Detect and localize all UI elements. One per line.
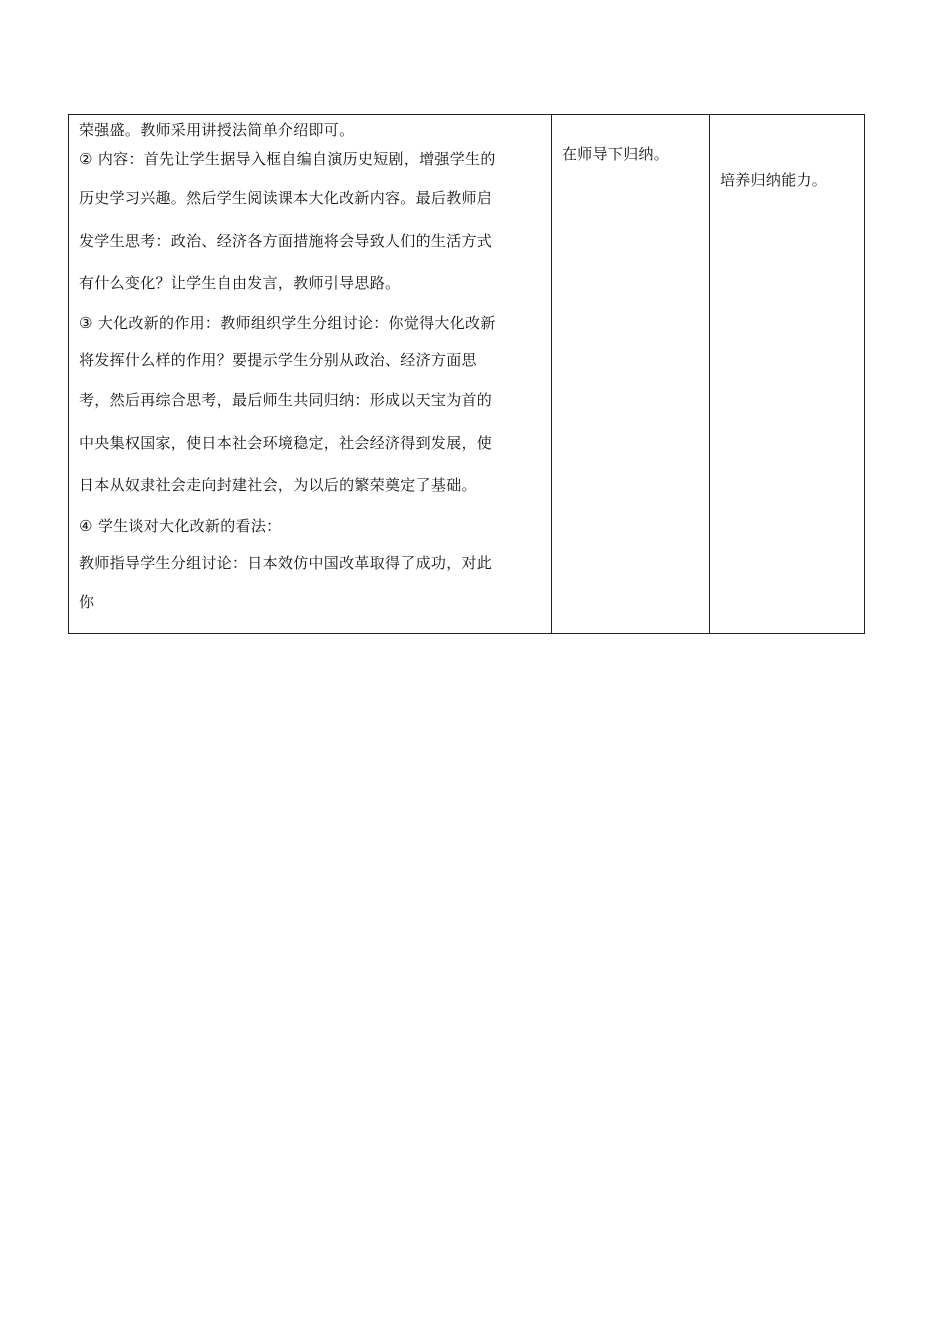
content-line: 将发挥什么样的作用？要提示学生分别从政治、经济方面思 [79,351,477,369]
table-row [69,115,865,634]
design-intent-text: 培养归纳能力。 [720,171,828,189]
content-line: ③ 大化改新的作用：教师组织学生分组讨论：你觉得大化改新 [79,314,496,332]
student-activity-text: 在师导下归纳。 [562,145,670,163]
content-line: 日本从奴隶社会走向封建社会，为以后的繁荣奠定了基础。 [79,476,477,494]
content-line: 考，然后再综合思考，最后师生共同归纳：形成以天宝为首的 [79,391,493,409]
content-line: ④ 学生谈对大化改新的看法： [79,517,282,535]
design-intent-cell [710,115,865,634]
student-activity-cell [552,115,710,634]
lesson-plan-table [68,114,865,634]
content-line: 教师指导学生分组讨论：日本效仿中国改革取得了成功，对此 [79,554,493,572]
content-line: 你 [79,593,95,611]
content-line: 历史学习兴趣。然后学生阅读课本大化改新内容。最后教师启 [79,189,493,207]
teaching-content-cell [69,115,552,634]
content-line: 有什么变化？让学生自由发言，教师引导思路。 [79,274,401,292]
content-line: 荣强盛。教师采用讲授法简单介绍即可。 [79,121,355,139]
content-line: ② 内容：首先让学生据导入框自编自演历史短剧，增强学生的 [79,150,496,168]
content-line: 中央集权国家，使日本社会环境稳定，社会经济得到发展，使 [79,434,493,452]
content-line: 发学生思考：政治、经济各方面措施将会导致人们的生活方式 [79,232,493,250]
